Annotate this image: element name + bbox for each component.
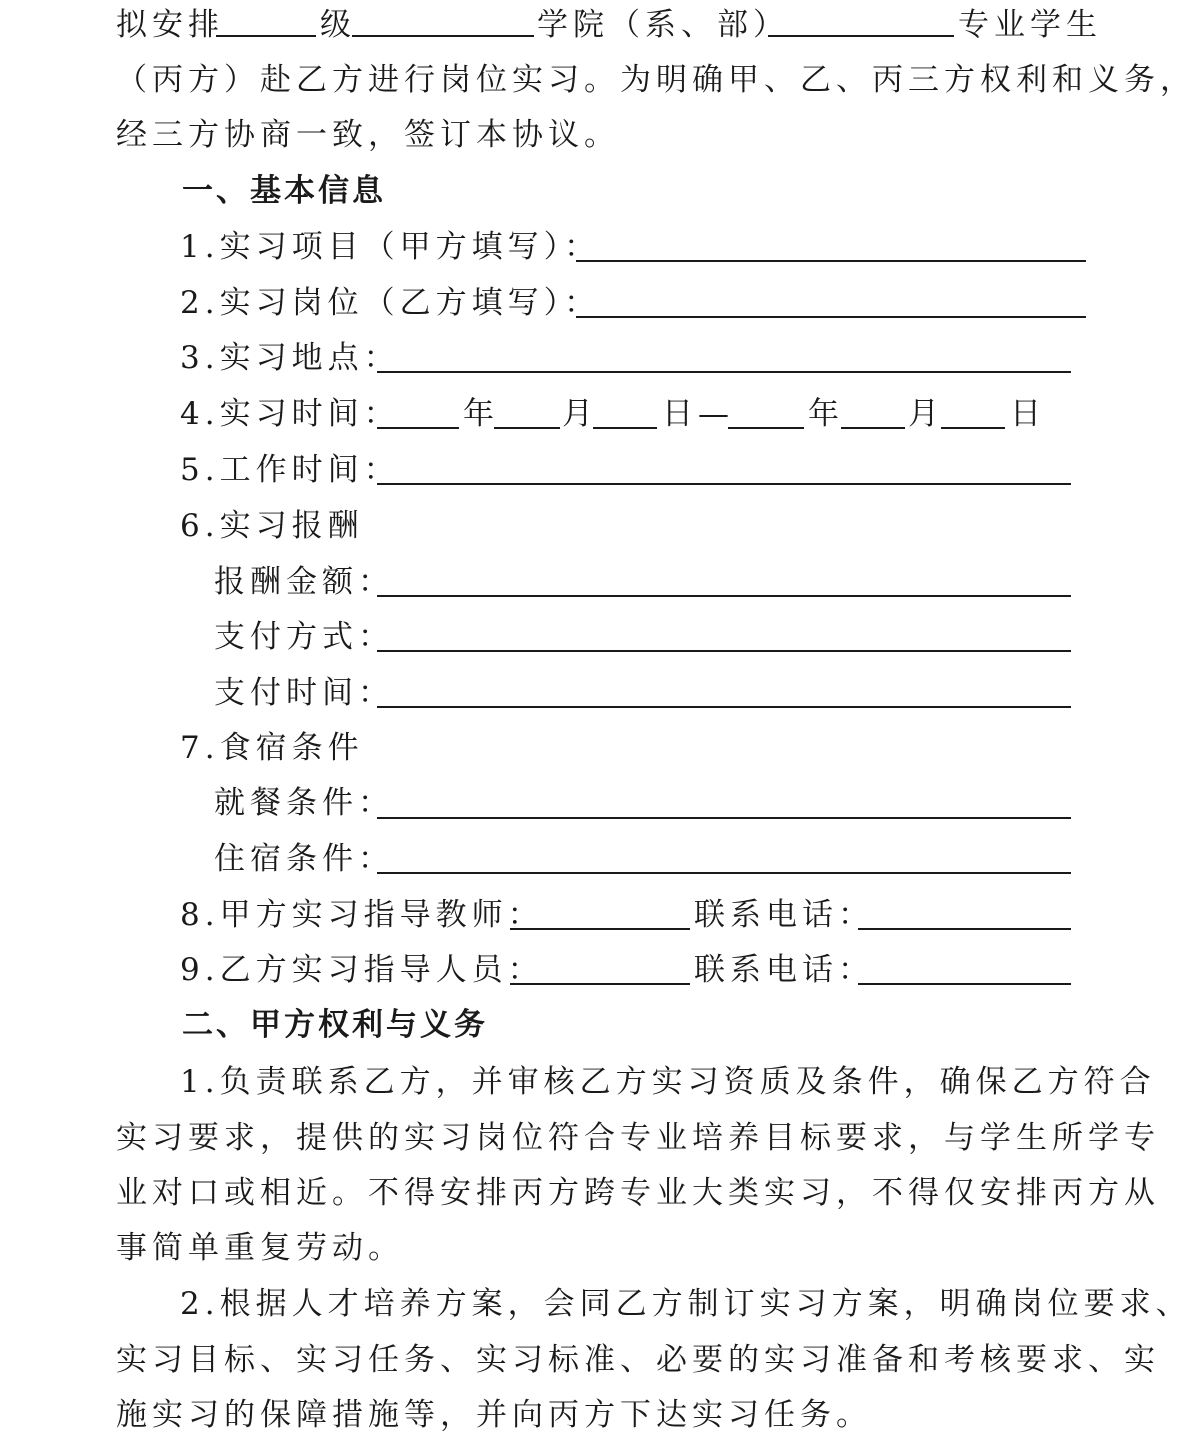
label-dining: 就餐条件：	[214, 785, 394, 821]
unit-year: 年	[808, 396, 844, 432]
intro-text: 专业学生	[958, 7, 1102, 43]
blank-end-year[interactable]	[728, 427, 804, 429]
blank-school-instructor-phone[interactable]	[858, 928, 1071, 930]
label-board-lodging: 7.食宿条件	[180, 730, 364, 766]
unit-year: 年	[463, 396, 499, 432]
blank-pay-amount[interactable]	[377, 595, 1071, 597]
unit-day: 日	[1010, 396, 1046, 432]
blank-company-instructor[interactable]	[510, 983, 690, 985]
label-internship-pay: 6.实习报酬	[180, 508, 364, 544]
blank-end-day[interactable]	[941, 427, 1005, 429]
blank-working-hours[interactable]	[377, 483, 1071, 485]
label-company-instructor: 9.乙方实习指导人员：	[180, 952, 544, 988]
blank-internship-project[interactable]	[576, 260, 1086, 262]
section-heading-party-a-rights: 二、甲方权利与义务	[182, 1007, 488, 1043]
label-accommodation: 住宿条件：	[214, 841, 394, 877]
paragraph-line: 2.根据人才培养方案，会同乙方制订实习方案，明确岗位要求、	[180, 1286, 1192, 1322]
intro-text: 级	[320, 7, 356, 43]
blank-internship-position[interactable]	[576, 316, 1086, 318]
intro-line-3: 经三方协商一致，签订本协议。	[116, 117, 620, 153]
unit-month: 月	[908, 396, 944, 432]
label-company-instructor-phone: 联系电话：	[694, 952, 874, 988]
blank-end-month[interactable]	[841, 427, 905, 429]
intro-text: 拟安排	[116, 7, 224, 43]
blank-grade[interactable]	[216, 35, 316, 37]
label-payment-time: 支付时间：	[214, 675, 394, 711]
blank-payment-time[interactable]	[377, 706, 1071, 708]
paragraph-line: 实习目标、实习任务、实习标准、必要的实习准备和考核要求、实	[116, 1342, 1160, 1378]
blank-start-month[interactable]	[494, 427, 560, 429]
blank-accommodation[interactable]	[377, 872, 1071, 874]
label-pay-amount: 报酬金额：	[214, 564, 394, 600]
section-heading-basic-info: 一、基本信息	[182, 173, 386, 209]
paragraph-line: 1.负责联系乙方，并审核乙方实习资质及条件，确保乙方符合	[180, 1064, 1156, 1100]
internship-period-row	[0, 386, 1200, 442]
unit-day-dash: 日—	[662, 396, 734, 432]
label-internship-period: 4.实习时间：	[180, 396, 400, 432]
label-payment-method: 支付方式：	[214, 619, 394, 655]
unit-month: 月	[562, 396, 598, 432]
blank-college[interactable]	[352, 35, 534, 37]
paragraph-line: 业对口或相近。不得安排丙方跨专业大类实习，不得仅安排丙方从	[116, 1175, 1160, 1211]
paragraph-line: 施实习的保障措施等，并向丙方下达实习任务。	[116, 1397, 872, 1433]
label-internship-project: 1.实习项目（甲方填写）：	[180, 229, 601, 265]
blank-start-day[interactable]	[593, 427, 657, 429]
label-working-hours: 5.工作时间：	[180, 452, 400, 488]
blank-payment-method[interactable]	[377, 650, 1071, 652]
label-school-instructor: 8.甲方实习指导教师：	[180, 897, 544, 933]
paragraph-line: 事简单重复劳动。	[116, 1230, 404, 1266]
blank-major[interactable]	[768, 35, 954, 37]
blank-dining[interactable]	[377, 817, 1071, 819]
paragraph-line: 实习要求，提供的实习岗位符合专业培养目标要求，与学生所学专	[116, 1120, 1160, 1156]
blank-school-instructor[interactable]	[510, 928, 690, 930]
intro-text: 学院（系、部）	[537, 7, 789, 43]
label-internship-location: 3.实习地点：	[180, 340, 400, 376]
intro-line-1	[0, 0, 1200, 53]
label-school-instructor-phone: 联系电话：	[694, 897, 874, 933]
label-internship-position: 2.实习岗位（乙方填写）：	[180, 285, 601, 321]
blank-start-year[interactable]	[377, 427, 459, 429]
blank-company-instructor-phone[interactable]	[858, 983, 1071, 985]
intro-line-2: （丙方）赴乙方进行岗位实习。为明确甲、乙、丙三方权利和义务，	[116, 62, 1196, 98]
blank-internship-location[interactable]	[377, 371, 1071, 373]
